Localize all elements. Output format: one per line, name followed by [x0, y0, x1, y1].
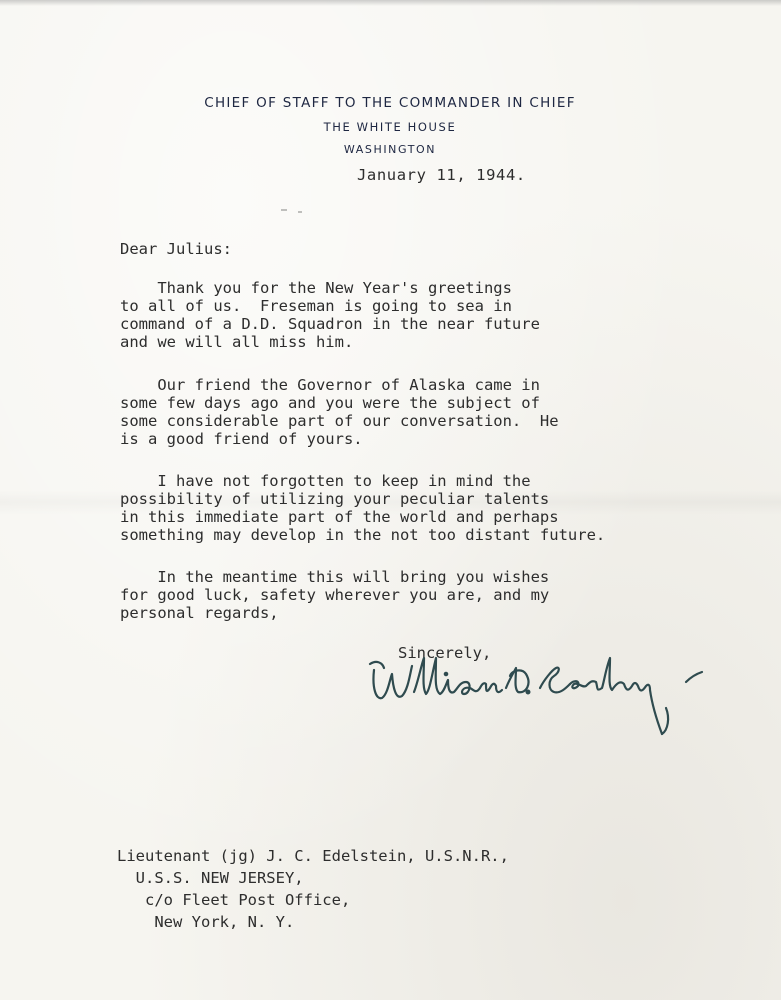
- paragraph-1: [120, 279, 720, 351]
- address-line: Lieutenant (jg) J. C. Edelstein, U.S.N.R.,: [117, 847, 509, 865]
- paragraph-4: [120, 568, 720, 622]
- ink-speck: [298, 211, 302, 213]
- paragraph-line: is a good friend of yours.: [120, 430, 363, 448]
- paragraph-line: something may develop in the not too distant future.: [120, 526, 606, 544]
- paragraph-line: some few days ago and you were the subject of: [120, 394, 540, 412]
- paragraph-line: possibility of utilizing your peculiar talents: [120, 490, 550, 508]
- paper-top-edge: [0, 0, 781, 6]
- letter-date: January 11, 1944.: [357, 166, 526, 184]
- paragraph-line: some considerable part of our conversation. He: [120, 412, 559, 430]
- paragraph-line: in this immediate part of the world and perhaps: [120, 508, 559, 526]
- paragraph-2: [120, 376, 720, 448]
- paragraph-line: Thank you for the New Year's greetings: [120, 279, 512, 297]
- paragraph-line: personal regards,: [120, 604, 279, 622]
- paragraph-line: I have not forgotten to keep in mind the: [120, 472, 531, 490]
- paragraph-line: In the meantime this will bring you wishes: [120, 568, 550, 586]
- letterhead-title: CHIEF OF STAFF TO THE COMMANDER IN CHIEF: [204, 95, 576, 111]
- closing: Sincerely,: [398, 644, 492, 662]
- paragraph-line: for good luck, safety wherever you are, and my: [120, 586, 550, 604]
- letterhead-office: THE WHITE HOUSE: [323, 120, 457, 134]
- salutation: Dear Julius:: [120, 240, 232, 258]
- ink-speck: [281, 209, 287, 211]
- paragraph-line: and we will all miss him.: [120, 333, 354, 351]
- address-line: U.S.S. NEW JERSEY,: [117, 869, 304, 887]
- address-line: New York, N. Y.: [117, 913, 295, 931]
- handwritten-signature: [366, 648, 716, 743]
- paragraph-line: to all of us. Freseman is going to sea in: [120, 297, 512, 315]
- paragraph-line: command of a D.D. Squadron in the near future: [120, 315, 540, 333]
- recipient-address: [117, 847, 577, 935]
- address-line: c/o Fleet Post Office,: [117, 891, 351, 909]
- letterhead-city: WASHINGTON: [343, 143, 437, 156]
- paragraph-3: [120, 472, 720, 544]
- paragraph-line: Our friend the Governor of Alaska came in: [120, 376, 540, 394]
